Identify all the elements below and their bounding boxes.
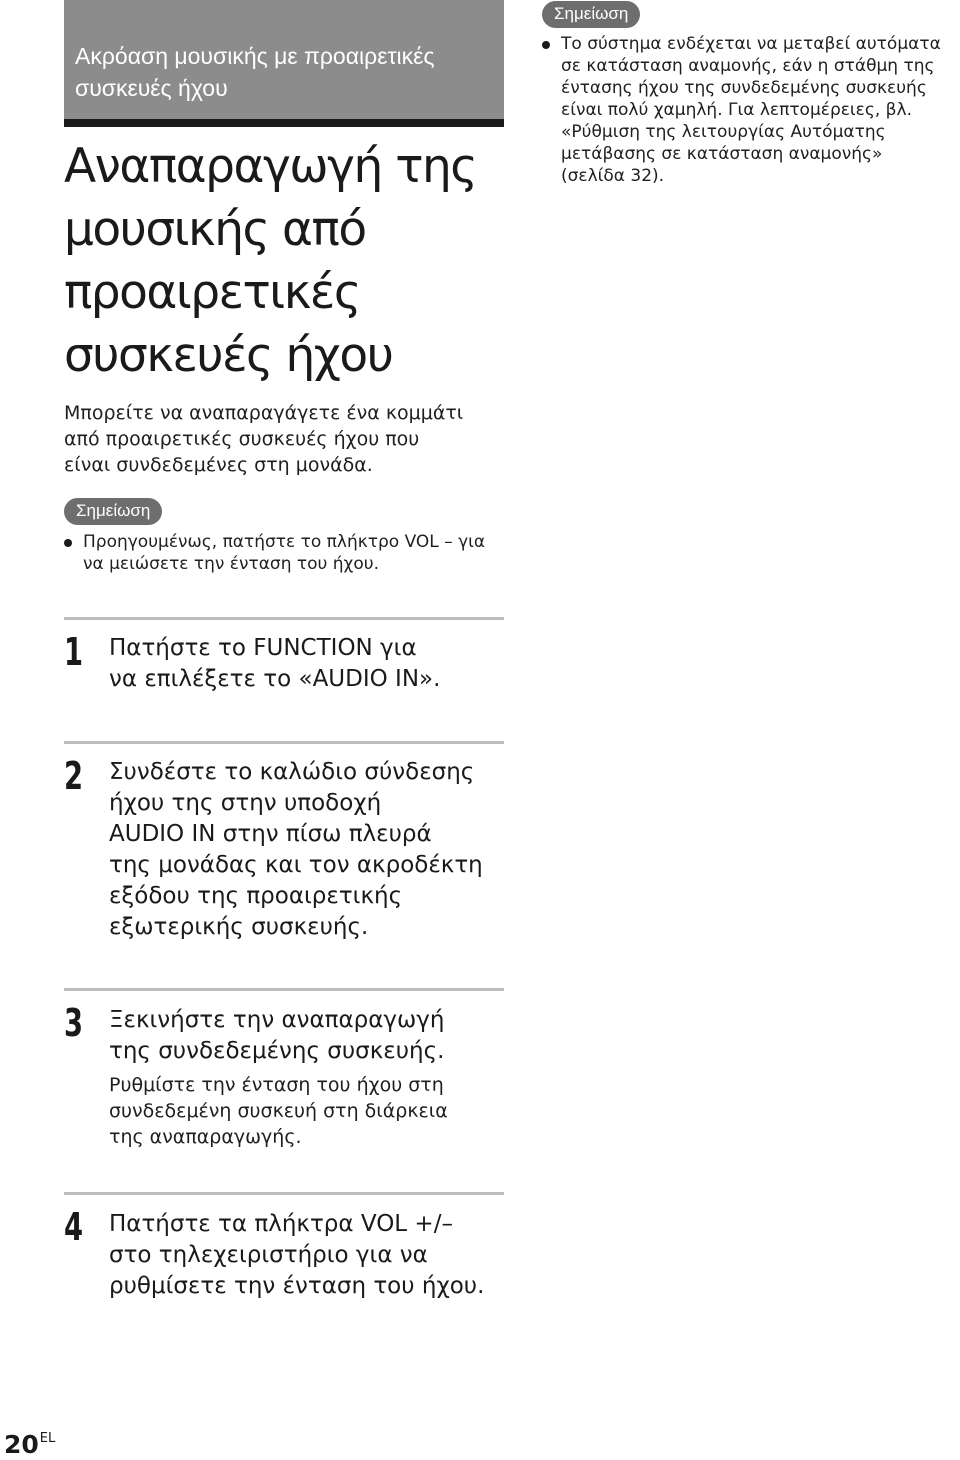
step-detail-line: Ρυθμίστε την ένταση του ήχου στη xyxy=(109,1074,444,1096)
step-instruction xyxy=(109,757,504,943)
intro-line: είναι συνδεδεμένες στη μονάδα. xyxy=(64,454,373,476)
note-left-text xyxy=(64,531,504,575)
step-instruction xyxy=(109,1209,504,1302)
note-right xyxy=(542,1,640,28)
section-header-band xyxy=(64,0,504,119)
note-label-badge: Σημείωση xyxy=(64,498,162,525)
step-line: Πατήστε τα πλήκτρα VOL +/– xyxy=(109,1211,453,1237)
note-line: Το σύστημα ενδέχεται να μεταβεί αυτόματα xyxy=(561,34,941,54)
section-title-line: Ακρόαση μουσικής με προαιρετικές xyxy=(75,43,435,69)
bullet-icon xyxy=(542,41,550,49)
step-line: εξόδου της προαιρετικής xyxy=(109,883,403,909)
step-divider xyxy=(64,617,504,620)
note-left xyxy=(64,498,162,525)
step-line: της μονάδας και τον ακροδέκτη xyxy=(109,852,483,878)
section-divider xyxy=(64,119,504,127)
note-label-badge: Σημείωση xyxy=(542,1,640,28)
step-divider xyxy=(64,1192,504,1195)
page-title-line: μουσικής από xyxy=(64,202,366,257)
step-number: 1 xyxy=(64,630,84,674)
step-line: AUDIO IN στην πίσω πλευρά xyxy=(109,821,432,847)
step-detail-line: συνδεδεμένη συσκευή στη διάρκεια xyxy=(109,1100,448,1122)
page-title-line: συσκευές ήχου xyxy=(64,328,393,383)
note-line: Προηγουμένως, πατήστε το πλήκτρο VOL – για xyxy=(83,532,486,552)
note-line: σε κατάσταση αναμονής, εάν η στάθμη της xyxy=(561,56,935,76)
step-divider xyxy=(64,988,504,991)
page-title-line: προαιρετικές xyxy=(64,265,360,320)
page-title-line: Αναπαραγωγή της xyxy=(64,139,477,194)
note-line: είναι πολύ χαμηλή. Για λεπτομέρειες, βλ. xyxy=(561,100,912,120)
note-line: «Ρύθμιση της λειτουργίας Αυτόματης xyxy=(561,122,886,142)
step-detail xyxy=(109,1072,504,1150)
step-number: 3 xyxy=(64,1001,84,1045)
step-line: Πατήστε το FUNCTION για xyxy=(109,635,417,661)
note-line: μετάβασης σε κατάσταση αναμονής» xyxy=(561,144,883,164)
intro-line: από προαιρετικές συσκευές ήχου που xyxy=(64,428,420,450)
page-number-value: 20 xyxy=(4,1430,39,1459)
section-title xyxy=(75,40,494,104)
note-line: να μειώσετε την ένταση του ήχου. xyxy=(83,554,379,574)
step-line: να επιλέξετε το «AUDIO IN». xyxy=(109,666,441,692)
page-number xyxy=(4,1424,55,1460)
step-line: ρυθμίσετε την ένταση του ήχου. xyxy=(109,1273,485,1299)
step-line: στο τηλεχειριστήριο για να xyxy=(109,1242,428,1268)
section-title-line: συσκευές ήχου xyxy=(75,75,228,101)
intro-line: Μπορείτε να αναπαραγάγετε ένα κομμάτι xyxy=(64,402,464,424)
page-language-code: EL xyxy=(39,1431,56,1446)
intro-paragraph xyxy=(64,400,504,478)
step-line: Ξεκινήστε την αναπαραγωγή xyxy=(109,1007,445,1033)
note-bullet-item xyxy=(64,531,504,575)
note-line: έντασης ήχου της συνδεδεμένης συσκευής xyxy=(561,78,927,98)
step-number: 4 xyxy=(64,1205,84,1249)
step-line: Συνδέστε το καλώδιο σύνδεσης xyxy=(109,759,475,785)
step-number: 2 xyxy=(64,754,84,798)
step-line: της συνδεδεμένης συσκευής. xyxy=(109,1038,445,1064)
step-divider xyxy=(64,741,504,744)
note-line: (σελίδα 32). xyxy=(561,166,665,186)
step-detail-line: της αναπαραγωγής. xyxy=(109,1126,302,1148)
step-instruction xyxy=(109,633,504,695)
step-line: εξωτερικής συσκευής. xyxy=(109,914,369,940)
note-right-text xyxy=(542,33,960,187)
bullet-icon xyxy=(64,539,72,547)
note-bullet-item xyxy=(542,33,960,187)
step-line: ήχου της στην υποδοχή xyxy=(109,790,382,816)
page-title xyxy=(64,135,504,387)
step-instruction xyxy=(109,1005,504,1067)
